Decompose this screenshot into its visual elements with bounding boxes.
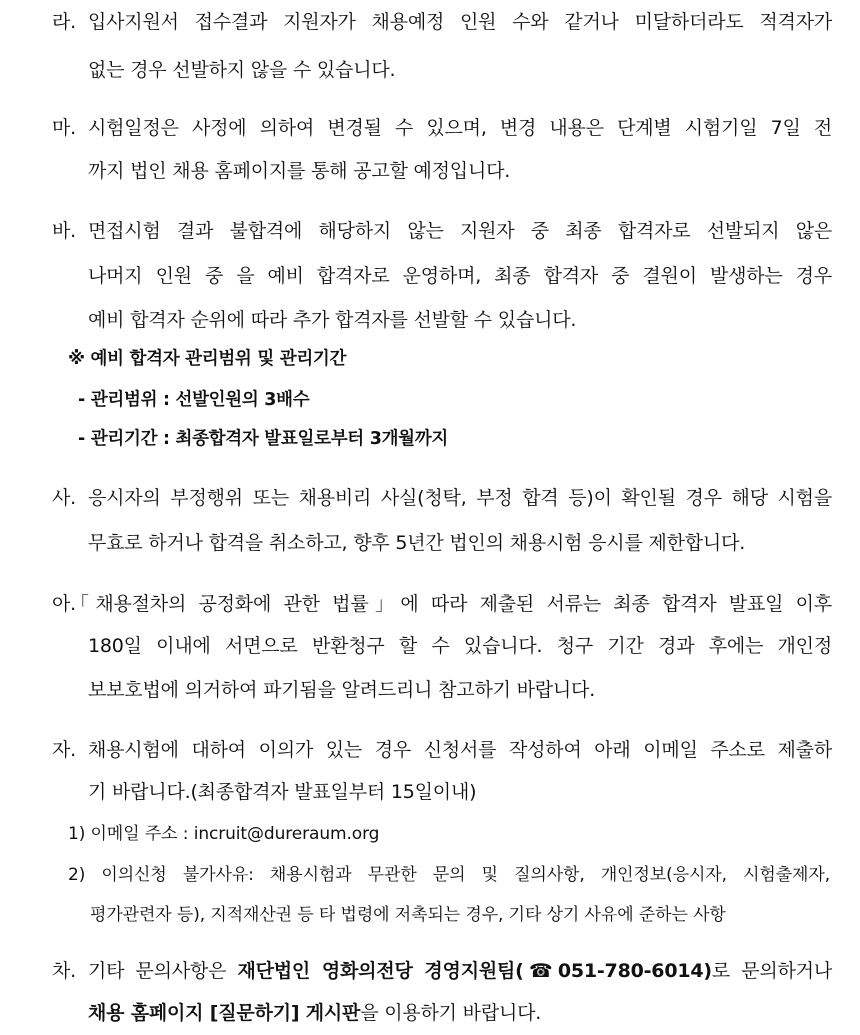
reserve-note-period: - 관리기간 : 최종합격자 발표일로부터 3개월까지 [78, 429, 448, 449]
item-text-line: 「채용절차의 공정화에 관한 법률」에 따라 제출된 서류는 최종 합격자 발표일 이후 [70, 593, 832, 615]
item-text-line: 시험일정은 사정에 의하여 변경될 수 있으며, 변경 내용은 단계별 시험기일 7일 전 [88, 117, 832, 139]
contact-board-suffix: 을 이용하기 바랍니다. [360, 1002, 542, 1024]
reserve-note-range: - 관리범위 : 선발인원의 3배수 [78, 390, 310, 410]
item-text-line: 보보호법에 의거하여 파기됨을 알려드리니 참고하기 바랍니다. [88, 679, 596, 701]
item-text-line: 무효로 하거나 합격을 취소하고, 향후 5년간 법인의 채용시험 응시를 제한합니다. [88, 532, 746, 554]
contact-prefix: 기타 문의사항은 [88, 960, 238, 982]
contact-text-line [88, 958, 832, 984]
item-marker: 아. [52, 593, 76, 615]
objection-exclusion-line: 평가관련자 등), 지적재산권 등 타 법령에 저촉되는 경우, 기타 상기 사유에 준하는 사항 [90, 905, 726, 925]
item-text-line: 없는 경우 선발하지 않을 수 있습니다. [88, 59, 396, 81]
item-marker: 라. [52, 11, 76, 33]
item-text-line: 입사지원서 접수결과 지원자가 채용예정 인원 수와 같거나 미달하더라도 적격자가 [88, 11, 832, 33]
item-marker: 자. [52, 739, 76, 761]
item-marker: 차. [52, 960, 76, 982]
contact-text-line [88, 1000, 541, 1026]
item-text-line: 나머지 인원 중 을 예비 합격자로 운영하며, 최종 합격자 중 결원이 발생하는 경우 [88, 265, 832, 287]
item-marker: 바. [52, 220, 76, 242]
reserve-note-title: ※ 예비 합격자 관리범위 및 관리기간 [68, 349, 347, 369]
item-text-line: 기 바랍니다.(최종합격자 발표일부터 15일이내) [88, 781, 477, 803]
contact-suffix: 로 문의하거나 [711, 960, 832, 982]
item-text-line: 채용시험에 대하여 이의가 있는 경우 신청서를 작성하여 아래 이메일 주소로 제출하 [88, 739, 832, 761]
item-marker: 마. [52, 117, 76, 139]
contact-board: 채용 홈페이지 [질문하기] 게시판 [88, 1002, 361, 1024]
contact-team: 재단법인 영화의전당 경영지원팀(☎051-780-6014) [237, 960, 712, 982]
objection-exclusion-line: 2) 이의신청 불가사유: 채용시험과 무관한 문의 및 질의사항, 개인정보(응시자, 시험출제자, [68, 865, 830, 885]
item-text-line: 면접시험 결과 불합격에 해당하지 않는 지원자 중 최종 합격자로 선발되지 않은 [88, 220, 832, 242]
email-address-line: 1) 이메일 주소 : incruit@dureraum.org [68, 824, 380, 844]
item-text-line: 응시자의 부정행위 또는 채용비리 사실(청탁, 부정 합격 등)이 확인될 경우 해당 시험을 [88, 487, 832, 509]
item-text-line: 예비 합격자 순위에 따라 추가 합격자를 선발할 수 있습니다. [88, 309, 577, 331]
item-marker: 사. [52, 487, 76, 509]
item-text-line: 180일 이내에 서면으로 반환청구 할 수 있습니다. 청구 기간 경과 후에는 개인정 [88, 635, 832, 657]
item-text-line: 까지 법인 채용 홈페이지를 통해 공고할 예정입니다. [88, 160, 511, 182]
